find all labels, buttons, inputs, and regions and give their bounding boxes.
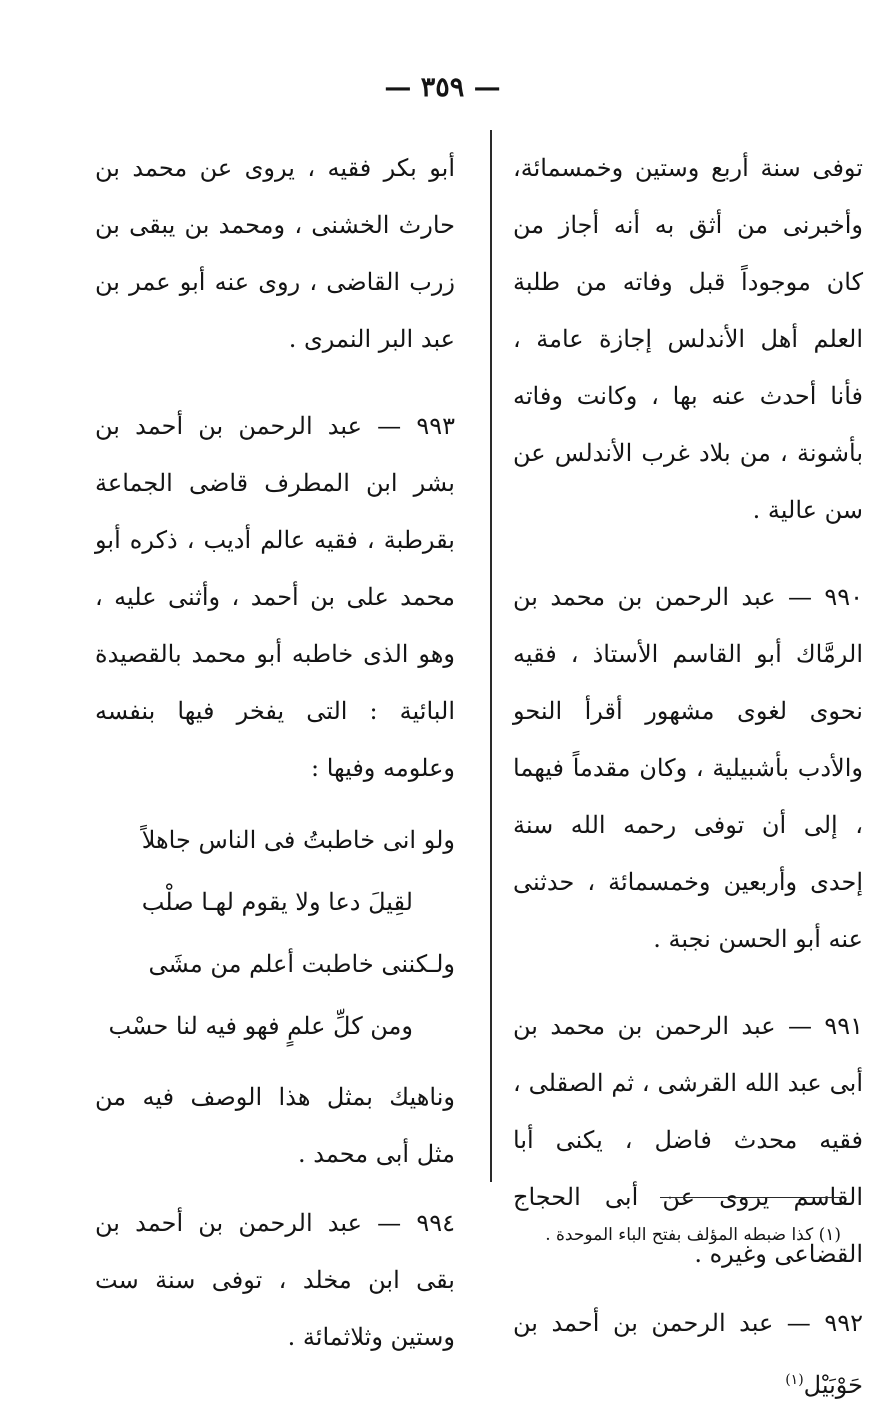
entry-992-continuation: أبو بكر فقيه ، يروى عن محمد بن حارث الخشنى ، ومحمد بن يبقى بن زرب القاضى ، روى عنه أبو عمر بن عبد البر النمرى . (95, 154, 455, 353)
verse-line-2: لقِيلَ دعا ولا يقوم لهـا صلْب (141, 888, 413, 916)
entry-994: ٩٩٤ — عبد الرحمن بن أحمد بن بقى ابن مخلد ، توفى سنة ست وستين وثلاثمائة . (95, 1209, 455, 1351)
footnote-marker: (١) (785, 1372, 804, 1388)
column-divider (490, 130, 492, 1182)
verse-line-1: ولو انى خاطبتُ فى الناس جاهلاً (141, 826, 455, 854)
page-number: — ٣٥٩ — (384, 72, 501, 103)
entry-993: ٩٩٣ — عبد الرحمن بن أحمد بن بشر ابن المطرف قاضى الجماعة بقرطبة ، فقيه عالم أديب ، ذكره أبو محمد على بن أحمد ، وأثنى عليه ، وهو الذى خاطبه أبو محمد بالقصيدة البائية : التى يفخر فيها بنفسه وعلومه وفيها : (95, 412, 455, 782)
footnote-rule (660, 1197, 840, 1198)
entry-993-closing: وناهيك بمثل هذا الوصف فيه من مثل أبى محمد . (95, 1083, 455, 1168)
right-column (513, 140, 863, 1414)
entry-990: ٩٩٠ — عبد الرحمن بن محمد بن الرمَّاك أبو القاسم الأستاذ ، فقيه نحوى لغوى مشهور أقرأ النحو والأدب بأشبيلية ، وكان مقدماً فيهما ، إلى أن توفى رحمه الله سنة إحدى وأربعين وخمسمائة ، حدثنى عنه أبو الحسن نجبة . (513, 583, 863, 953)
entry-992-text: ٩٩٢ — عبد الرحمن بن أحمد بن حَوْبَيْل (513, 1309, 863, 1399)
left-column (95, 140, 455, 1366)
entry-991: ٩٩١ — عبد الرحمن بن محمد بن أبى عبد الله القرشى ، ثم الصقلى ، فقيه محدث فاضل ، يكنى أبا القاسم يروى عن أبى الحجاج القضاعى وغيره . (513, 1012, 863, 1268)
entry-992 (513, 1295, 863, 1414)
verse-line-4: ومن كلِّ علمٍ فهو فيه لنا حسْب (108, 1012, 413, 1040)
entry-989-continuation: توفى سنة أربع وستين وخمسمائة، وأخبرنى من أثق به أنه أجاز من كان موجوداً قبل وفاته من طلبة العلم أهل الأندلس إجازة عامة ، فأنا أحدث عنه بها ، وكانت وفاته بأشونة ، من بلاد غرب الأندلس عن سن عالية . (513, 154, 863, 524)
footnote: (١) كذا ضبطه المؤلف بفتح الباء الموحدة . (545, 1225, 841, 1245)
verse-line-3: ولـكننى خاطبت أعلم من مشَى (148, 950, 455, 978)
